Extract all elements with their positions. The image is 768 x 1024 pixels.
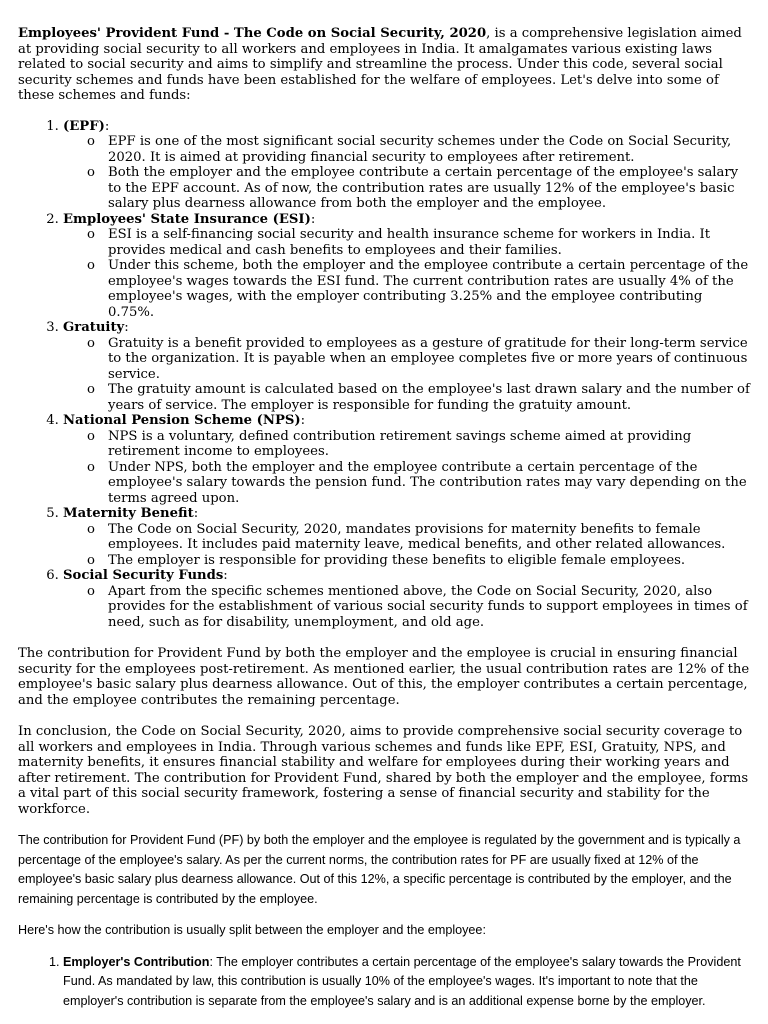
scheme-item: 5. Maternity Benefit: o The Code on Social Security, 2020, mandates provisions for maternity benefits to female employees. It includes paid maternity leave, medical benefits, and other related allowances. o The employer is responsible for providing these benefits to eligible female employees. — [63, 506, 750, 568]
split-intro: Here's how the contribution is usually split between the employer and the employee: — [18, 923, 486, 937]
pf-paragraph: The contribution for Provident Fund (PF) by both the employer and the employee is regulated by the government and is typically a percentage of the employee's salary. As per the current norms, the contribution rates for PF are usually fixed at 12% of the employee's basic salary plus dearness allowance. Out of this 12%, a specific percentage is contributed by the employer, and the remaining percentage is contributed by the employee. — [18, 833, 741, 906]
scheme-point: o Both the employer and the employee contribute a certain percentage of the employee's salary to the EPF account. As of now, the contribution rates are usually 12% of the employee's basic salary plus dearness allowance from both the employer and the employee. — [87, 165, 739, 211]
scheme-point: o The gratuity amount is calculated based on the employee's last drawn salary and the number of years of service. The employer is responsible for funding the gratuity amount. — [87, 382, 750, 413]
scheme-point: o ESI is a self-financing social security and health insurance scheme for workers in India. It provides medical and cash benefits to employees and their families. — [87, 227, 711, 258]
scheme-title: Maternity Benefit — [63, 506, 194, 521]
scheme-item: 3. Gratuity: o Gratuity is a benefit provided to employees as a gesture of gratitude for their long-term service to the organization. It is payable when an employee completes five or more years of continuous service. o The gratuity amount is calculated based on the employee's last drawn salary and the number of years of service. The employer is responsible for funding the gratuity amount. — [63, 320, 750, 413]
scheme-item: 4. National Pension Scheme (NPS): o NPS is a voluntary, defined contribution retirement savings scheme aimed at providing retirement income to employees. o Under NPS, both the employer and the employee contribute a certain percentage of the employee's salary towards the pension fund. The contribution rates may vary depending on the terms agreed upon. — [63, 413, 750, 506]
split-item — [63, 953, 750, 1012]
schemes-list — [18, 119, 750, 631]
bullet-icon: o — [87, 165, 95, 180]
bullet-icon: o — [87, 459, 95, 475]
scheme-points — [63, 584, 750, 631]
bullet-icon: o — [87, 521, 95, 537]
scheme-point: o Under NPS, both the employer and the employee contribute a certain percentage of the employee's salary towards the pension fund. The contribution rates may vary depending on the terms agreed upon. — [87, 459, 747, 506]
bullet-icon: o — [87, 382, 95, 397]
scheme-point: o Gratuity is a benefit provided to employees as a gesture of gratitude for their long-term service to the organization. It is payable when an employee completes five or more years of continuous service. — [87, 335, 748, 382]
scheme-title: National Pension Scheme (NPS) — [63, 413, 301, 428]
scheme-point: o Under this scheme, both the employer and the employee contribute a certain percentage of the employee's wages towards the ESI fund. The current contribution rates are usually 4% of the employee's wages, with the employer contributing 3.25% and the employee contributing 0.75%. — [87, 258, 749, 320]
intro-text: , is a comprehensive legislation aimed at providing social security to all workers and employees in India. It amalgamates various existing laws related to social security and aims to simplify and streamline the process. Under this code, several social security schemes and funds have been established for the welfare of employees. Let's delve into some of these schemes and funds: — [18, 26, 742, 103]
bullet-icon: o — [87, 258, 95, 273]
intro-paragraph — [18, 26, 750, 104]
scheme-point: o Apart from the specific schemes mentioned above, the Code on Social Security, 2020, also provides for the establishment of various social security funds to support employees in times of need, such as for disability, unemployment, and old age. — [87, 583, 748, 630]
bullet-icon: o — [87, 428, 95, 444]
split-item-text: : The employer contributes a certain percentage of the employee's salary towards the Provident Fund. As mandated by law, this contribution is usually 10% of the employee's wages. It's important to note that the employer's contribution is separate from the employee's salary and is an additional expense borne by the employer. — [63, 954, 741, 1008]
split-item-title: Employer's Contribution — [63, 954, 210, 969]
bullet-icon: o — [87, 552, 95, 568]
bullet-icon: o — [87, 583, 95, 599]
scheme-points — [63, 336, 750, 414]
scheme-points — [63, 134, 750, 212]
scheme-item: 1. (EPF): o EPF is one of the most significant social security schemes under the Code on Social Security, 2020. It is aimed at providing financial security to employees after retirement. o Both the employer and the employee contribute a certain percentage of the employee's salary to the EPF account. As of now, the contribution rates are usually 12% of the employee's basic salary plus dearness allowance from both the employer and the employee. — [63, 119, 750, 212]
scheme-title: (EPF) — [63, 118, 105, 134]
scheme-title: Gratuity — [63, 320, 125, 335]
pf-section — [18, 831, 750, 1011]
scheme-point: o EPF is one of the most significant social security schemes under the Code on Social Security, 2020. It is aimed at providing financial security to employees after retirement. — [87, 134, 732, 165]
scheme-item: 6. Social Security Funds: o Apart from the specific schemes mentioned above, the Code on Social Security, 2020, also provides for the establishment of various social security funds to support employees in times of need, such as for disability, unemployment, and old age. — [63, 568, 750, 630]
contribution-paragraph: The contribution for Provident Fund by both the employer and the employee is crucial in ensuring financial security for the employees post-retirement. As mentioned earlier, the usual contribution rates are 12% of the employee's basic salary plus dearness allowance. Out of this, the employer contributes a certain percentage, and the employee contributes the remaining percentage. — [18, 646, 750, 708]
conclusion-paragraph: In conclusion, the Code on Social Security, 2020, aims to provide comprehensive social security coverage to all workers and employees in India. Through various schemes and funds like EPF, ESI, Gratuity, NPS, and maternity benefits, it ensures financial stability and welfare for employees during their working years and after retirement. The contribution for Provident Fund, shared by both the employer and the employee, forms a vital part of this social security framework, fostering a sense of financial security and stability for the workforce. — [18, 724, 749, 817]
intro-bold-lead: Employees' Provident Fund - The Code on Social Security, 2020 — [18, 26, 487, 41]
scheme-point: o The employer is responsible for providing these benefits to eligible female employees. — [87, 552, 686, 568]
bullet-icon: o — [87, 134, 95, 149]
document-page — [18, 26, 750, 1011]
scheme-points — [63, 429, 750, 507]
scheme-title: Social Security Funds — [63, 568, 224, 583]
scheme-points — [63, 522, 750, 569]
scheme-points — [63, 227, 750, 320]
split-list — [18, 953, 750, 1012]
scheme-title: Employees' State Insurance (ESI) — [63, 211, 311, 227]
bullet-icon: o — [87, 335, 95, 351]
scheme-point: o The Code on Social Security, 2020, mandates provisions for maternity benefits to female employees. It includes paid maternity leave, medical benefits, and other related allowances. — [87, 521, 726, 552]
scheme-point: o NPS is a voluntary, defined contribution retirement savings scheme aimed at providing retirement income to employees. — [87, 428, 692, 459]
bullet-icon: o — [87, 227, 95, 242]
scheme-item: 2. Employees' State Insurance (ESI): o ESI is a self-financing social security and health insurance scheme for workers in India. It provides medical and cash benefits to employees and their families. o Under this scheme, both the employer and the employee contribute a certain percentage of the employee's wages towards the ESI fund. The current contribution rates are usually 4% of the employee's wages, with the employer contributing 3.25% and the employee contributing 0.75%. — [63, 212, 750, 321]
